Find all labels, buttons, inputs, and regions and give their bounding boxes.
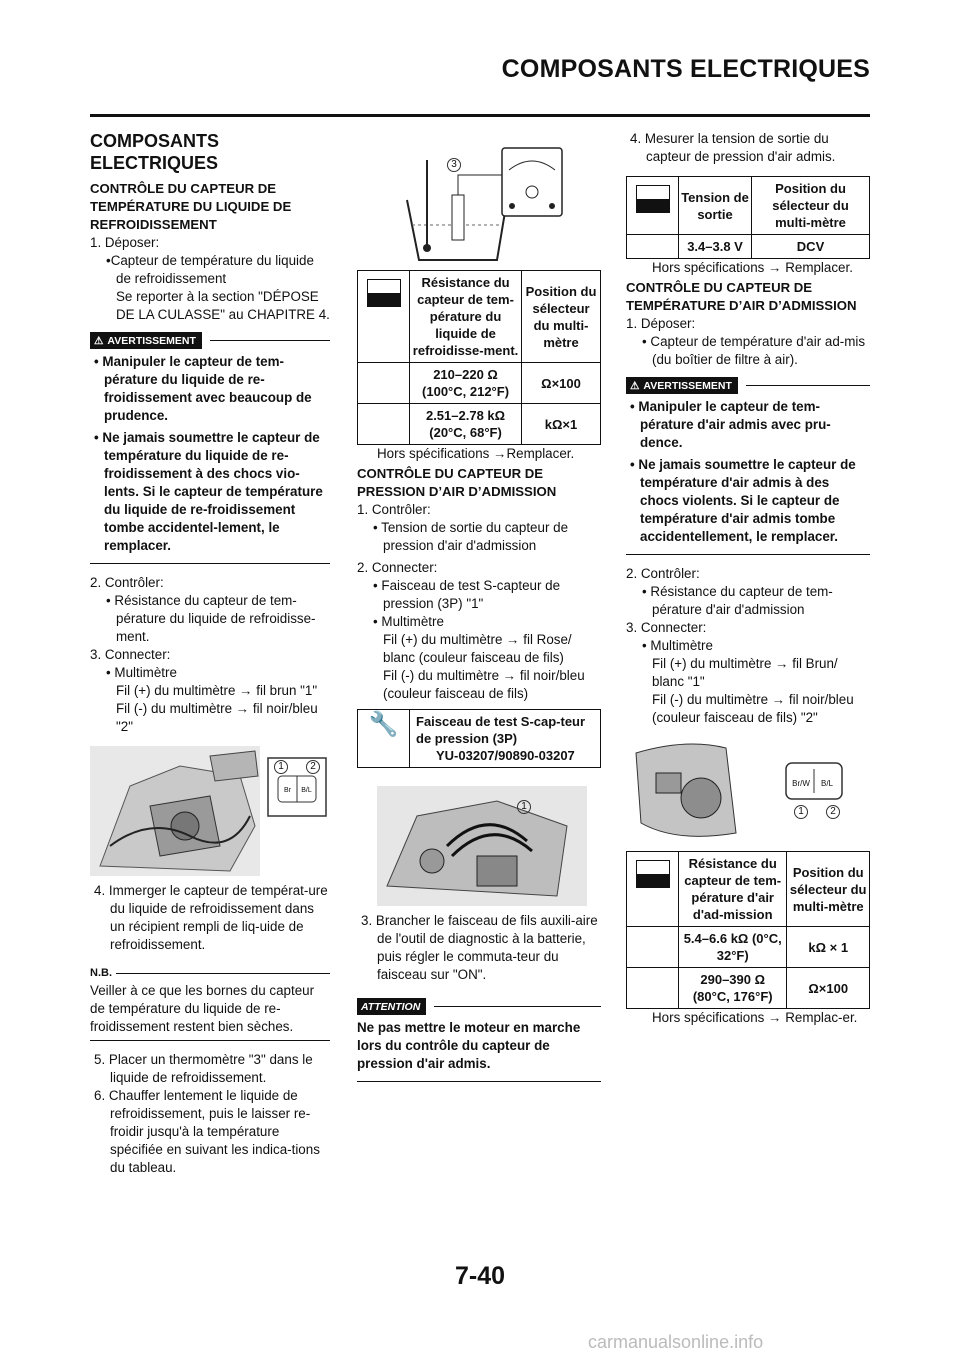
air-temp-sensor-photo	[626, 743, 870, 843]
column-2	[357, 140, 601, 1092]
step-4: 4. Immerger le capteur de températ-ure du liquide de refroidissement dans un récipient rempli de liq-uide de refroidissement.	[94, 883, 328, 952]
section-title: COMPOSANTS ELECTRIQUES	[90, 131, 220, 173]
multimeter-icon-cell	[627, 177, 679, 235]
table-header-position: Position du sélecteur du multi-mètre	[752, 177, 870, 235]
nb-label: N.B.	[90, 967, 112, 979]
warning-box	[626, 377, 870, 555]
step-3: 3. Connecter:	[626, 620, 707, 635]
table-cell: 5.4–6.6 kΩ (0°C, 32°F)	[679, 927, 787, 968]
connector-label-bl: B/L	[820, 779, 833, 788]
table-cell: 210–220 Ω (100°C, 212°F)	[410, 363, 522, 404]
column-1	[90, 130, 330, 1177]
air-sensor-illustration	[626, 743, 870, 843]
out-of-spec: Hors spécifications → Remplacer.	[652, 260, 853, 275]
step-2-plus: Fil (+) du multimètre → fil Rose/ blanc (couleur faisceau de fils)	[383, 632, 572, 665]
warning-text-2: • Ne jamais soumettre le capteur de température du liquide de re-froidissement à des chocs vio-lents. Si le capteur de température du liquide de re-froidissement tombe accidentel-lement, le remplacer.	[94, 430, 323, 553]
step-1-note: Se reporter à la section "DÉPOSE DE LA CULASSE" au CHAPITRE 4.	[116, 289, 330, 322]
warning-badge: ⚠ AVERTISSEMENT	[626, 377, 738, 394]
step-3-bullet: • Multimètre	[642, 638, 713, 653]
table-cell: 2.51–2.78 kΩ (20°C, 68°F)	[410, 404, 522, 445]
wrench-icon: 🔧	[368, 711, 399, 738]
pressure-sensor-photo	[357, 786, 601, 906]
callout-3: 3	[447, 158, 461, 172]
step-5: 5. Placer un thermomètre "3" dans le liquide de refroidissement.	[94, 1052, 313, 1085]
multimeter-icon	[636, 860, 670, 888]
engine-illustration	[90, 746, 330, 876]
step-2: 2. Connecter:	[357, 560, 438, 575]
callout-1: 1	[517, 800, 531, 814]
table-cell: 3.4–3.8 V	[679, 235, 752, 259]
callout-1: 1	[274, 760, 288, 774]
multimeter-icon	[367, 279, 401, 307]
step-3: 3. Connecter:	[90, 647, 171, 662]
note-box	[90, 964, 330, 1041]
table-cell: 290–390 Ω (80°C, 176°F)	[679, 968, 787, 1009]
table-header-position: Position du sélecteur du multi-mètre	[522, 271, 601, 363]
step-3: 3. Brancher le faisceau de fils auxili-aire de l'outil de diagnostic à la batterie, puis régler le commuta-teur du faisceau sur "ON".	[361, 913, 598, 982]
callout-1: 1	[794, 805, 808, 819]
pressure-sensor-illustration	[357, 786, 601, 906]
warning-box	[90, 332, 330, 564]
out-of-spec: Hors spécifications →Remplacer.	[377, 446, 575, 461]
step-2-minus: Fil (-) du multimètre → fil noir/bleu (couleur faisceau de fils)	[383, 668, 585, 701]
multimeter-icon	[636, 185, 670, 213]
header-rule	[90, 114, 870, 117]
step-2-bullet: • Résistance du capteur de tem-pérature d'air d'admission	[642, 584, 833, 617]
multimeter-icon-cell	[358, 271, 410, 363]
step-1-bullet: • Capteur de température d'air ad-mis (du boîtier de filtre à air).	[642, 334, 866, 367]
subsection-title: CONTRÔLE DU CAPTEUR DE TEMPÉRATURE DU LIQUIDE DE REFROIDISSEMENT	[90, 181, 292, 232]
multimeter-icon-cell	[627, 852, 679, 927]
watermark: carmanualsonline.info	[588, 1332, 764, 1352]
step-1: 1. Déposer:	[626, 316, 696, 331]
step-2: 2. Contrôler:	[626, 566, 700, 581]
column-3	[626, 130, 870, 1027]
tool-icon-cell	[358, 710, 410, 768]
step-2-bullet-1: • Faisceau de test S-capteur de pression (3P) "1"	[373, 578, 561, 611]
warning-text-2: • Ne jamais soumettre le capteur de température d'air admis à des chocs violents. Si le capteur de température d'air admis tombe accidentellement, le remplacer.	[630, 457, 856, 544]
table-header-resistance: Résistance du capteur de tem-pérature d'air d'ad-mission	[679, 852, 787, 927]
step-4: 4. Mesurer la tension de sortie du capteur de pression d'air admis.	[630, 131, 836, 164]
step-3-bullet: • Multimètre	[106, 665, 177, 680]
table-cell: kΩ×1	[522, 404, 601, 445]
subsection-title: CONTRÔLE DU CAPTEUR DE PRESSION D’AIR D’ADMISSION	[357, 466, 557, 499]
warning-text-1: • Manipuler le capteur de tem-pérature d'air admis avec pru-dence.	[630, 399, 831, 450]
table-cell: Ω×100	[522, 363, 601, 404]
step-6: 6. Chauffer lentement le liquide de refroidissement, puis le laisser re-froidir jusqu'à la température spécifiée en suivant les indica-tions du tableau.	[94, 1088, 320, 1175]
warning-badge: ⚠ AVERTISSEMENT	[90, 332, 202, 349]
measurement-setup-illustration	[357, 140, 601, 270]
table-header-position: Position du sélecteur du multi-mètre	[787, 852, 870, 927]
warning-text-1: • Manipuler le capteur de tem-pérature du liquide de re-froidissement avec beaucoup de prudence.	[94, 354, 312, 423]
step-3-minus: Fil (-) du multimètre → fil noir/bleu (couleur faisceau de fils) "2"	[652, 692, 854, 725]
table-header-resistance: Résistance du capteur de tem-pérature du liquide de refroidisse-ment.	[410, 271, 522, 363]
step-1: 1. Déposer:	[90, 235, 160, 250]
attention-badge: ATTENTION	[357, 998, 426, 1015]
step-2-bullet: • Résistance du capteur de tem-pérature du liquide de refroidisse-ment.	[106, 593, 316, 644]
coolant-sensor-photo	[90, 746, 330, 876]
subsection-title: CONTRÔLE DU CAPTEUR DE TEMPÉRATURE D’AIR D’ADMISSION	[626, 280, 857, 313]
connector-label-br: Br	[284, 787, 291, 794]
page-number: 7-40	[454, 1262, 506, 1290]
page-header-title: COMPOSANTS ELECTRIQUES	[501, 55, 870, 83]
connector-label-brw: Br/W	[792, 779, 810, 788]
callout-2: 2	[306, 760, 320, 774]
coolant-resistance-table	[357, 270, 601, 445]
tool-table	[357, 709, 601, 768]
warning-icon: ⚠	[94, 334, 104, 347]
step-2-bullet-2: • Multimètre	[373, 614, 444, 629]
air-resistance-table	[626, 851, 870, 1009]
tool-code: YU-03207/90890-03207	[436, 748, 575, 763]
step-1-bullet: • Tension de sortie du capteur de pression d'air d'admission	[373, 520, 569, 553]
step-1-bullet: •Capteur de température du liquide de refroidissement	[106, 253, 314, 286]
callout-2: 2	[826, 805, 840, 819]
note-text: Veiller à ce que les bornes du capteur de température du liquide de re-froidissement restent bien sèches.	[90, 983, 315, 1034]
attention-box	[357, 998, 601, 1082]
attention-text: Ne pas mettre le moteur en marche lors du contrôle du capteur de pression d'air admis.	[357, 1020, 581, 1071]
step-3-plus: Fil (+) du multimètre → fil Brun/ blanc "1"	[652, 656, 838, 689]
step-2: 2. Contrôler:	[90, 575, 164, 590]
step-3-minus: Fil (-) du multimètre → fil noir/bleu "2"	[116, 701, 318, 734]
table-header-voltage: Tension de sortie	[679, 177, 752, 235]
thermometer-diagram	[357, 140, 601, 270]
voltage-table	[626, 176, 870, 259]
connector-label-bl: B/L	[301, 787, 312, 794]
tool-name: Faisceau de test S-cap-teur de pression (3P)	[416, 714, 586, 746]
step-1: 1. Contrôler:	[357, 502, 431, 517]
step-3-plus: Fil (+) du multimètre → fil brun "1"	[116, 683, 318, 698]
warning-icon: ⚠	[630, 379, 640, 392]
out-of-spec: Hors spécifications → Remplac-er.	[652, 1010, 858, 1025]
table-cell: kΩ × 1	[787, 927, 870, 968]
table-cell: DCV	[752, 235, 870, 259]
table-cell: Ω×100	[787, 968, 870, 1009]
